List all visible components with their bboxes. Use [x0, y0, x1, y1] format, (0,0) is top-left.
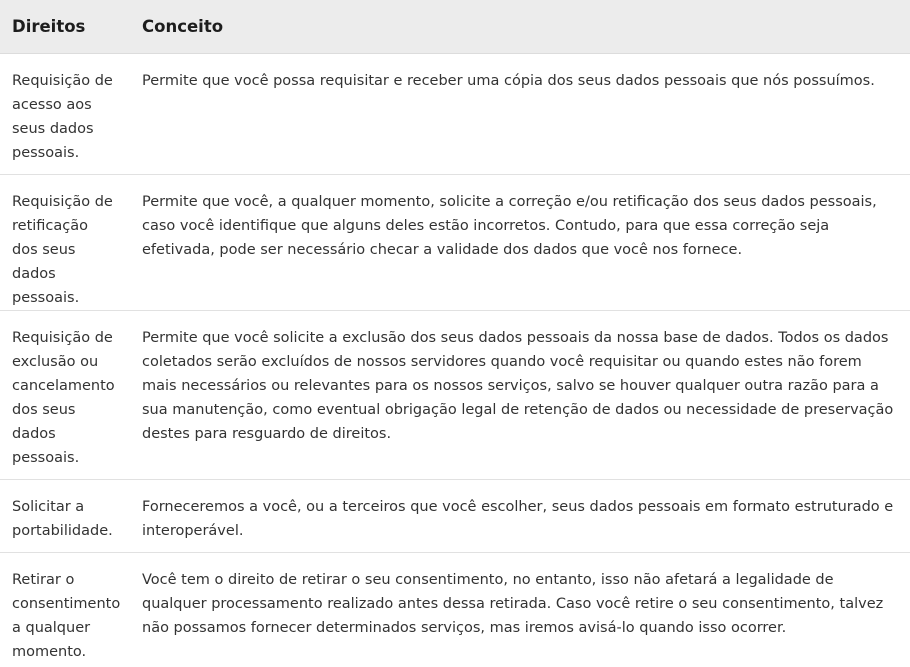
table-header	[0, 0, 910, 54]
table-row	[0, 54, 910, 175]
right-cell: Requisição de retificação dos seus dados pessoais.	[0, 175, 130, 311]
right-cell: Requisição de acesso aos seus dados pessoais.	[0, 54, 130, 175]
table-row	[0, 480, 910, 553]
table-body	[0, 54, 910, 667]
concept-cell: Permite que você solicite a exclusão dos seus dados pessoais da nossa base de dados. Todos os dados coletados serão excluídos de nossos servidores quando você requisitar ou quando estes não forem mais necessários ou relevantes para os nossos serviços, salvo se houver qualquer outra razão para a sua manutenção, como eventual obrigação legal de retenção de dados ou necessidade de preservação destes para resguardo de direitos.	[130, 311, 910, 480]
table-row	[0, 175, 910, 311]
concept-cell: Forneceremos a você, ou a terceiros que você escolher, seus dados pessoais em formato estruturado e interoperável.	[130, 480, 910, 553]
right-cell: Retirar o consentimento a qualquer momento.	[12, 572, 121, 660]
concept-cell: Permite que você, a qualquer momento, solicite a correção e/ou retificação dos seus dados pessoais, caso você identifique que alguns deles estão incorretos. Contudo, para que essa correção seja efetivada, pode ser necessário checar a validade dos dados que você nos fornece.	[130, 175, 910, 311]
header-rights: Direitos	[0, 0, 130, 54]
concept-cell: Permite que você possa requisitar e receber uma cópia dos seus dados pessoais que nós possuímos.	[130, 54, 910, 175]
concept-cell: Você tem o direito de retirar o seu consentimento, no entanto, isso não afetará a legalidade de qualquer processamento realizado antes dessa retirada. Caso você retire o seu consentimento, talvez não possamos fornecer determinados serviços, mas iremos avisá-lo quando isso ocorrer.	[142, 572, 884, 636]
right-cell: Solicitar a portabilidade.	[0, 480, 130, 553]
table-row	[0, 311, 910, 480]
right-cell: Requisição de exclusão ou cancelamento dos seus dados pessoais.	[0, 311, 130, 480]
header-row	[0, 0, 910, 54]
header-concept: Conceito	[130, 0, 910, 54]
table-row	[0, 553, 910, 667]
